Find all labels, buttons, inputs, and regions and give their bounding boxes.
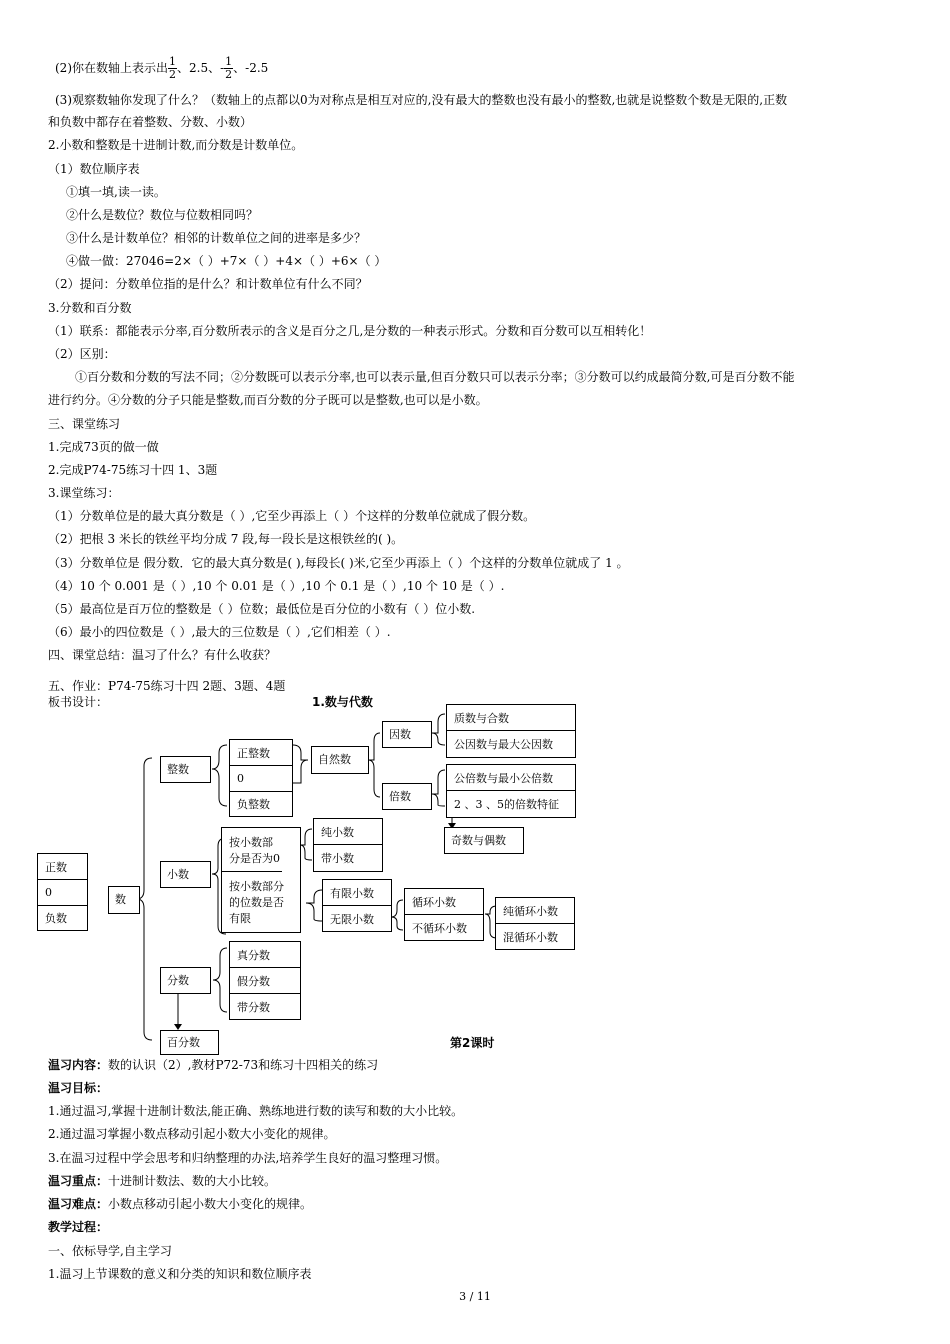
pure-decimal-cell: 纯小数	[314, 819, 382, 845]
fraction-neg-half: $\frac{1}{2}$	[225, 55, 233, 81]
text-line: （1）分数单位是的最大真分数是（ ）,它至少再添上（ ）个这样的分数单位就成了假分数。	[48, 509, 536, 523]
by-digit-count-cell: 按小数部分的位数是否有限	[229, 880, 284, 925]
step-1-1: 1.温习上节课数的意义和分类的知识和数位顺序表	[48, 1267, 312, 1281]
task-post: 、-2.5	[233, 61, 269, 75]
review-key-label: 温习重点：	[48, 1174, 109, 1188]
positive-integer-cell: 正整数	[230, 740, 292, 766]
multiple-sub-stack	[446, 764, 576, 818]
task-mid: 、2.5、-	[177, 61, 225, 75]
factor-box: 因数	[382, 721, 432, 748]
review-key-text: 十进制计数法、数的大小比较。	[108, 1174, 277, 1188]
negative-integer-cell: 负整数	[237, 798, 270, 811]
text-line: （3）分数单位是 假分数．它的最大真分数是( ),每段长( )米,它至少再添上（ ）个这样的分数单位就成了 1 。	[48, 556, 629, 570]
fraction-sub-stack	[229, 941, 301, 1020]
recurring-decimal-cell: 循环小数	[405, 889, 483, 915]
mixed-recurring-cell: 混循环小数	[503, 930, 558, 944]
text-line: （4）10 个 0.001 是（ ）,10 个 0.01 是（ ）,10 个 0.1 是（ ）,10 个 10 是（ ）.	[48, 579, 505, 593]
integer-sub-stack	[229, 739, 293, 817]
infinite-decimal-cell: 无限小数	[330, 912, 374, 926]
review-goal-3: 3.在温习过程中学会思考和归纳整理的办法,培养学生良好的温习整理习惯。	[48, 1151, 448, 1165]
text-line: 2.完成P74-75练习十四 1、3题	[48, 463, 218, 477]
review-goal-label: 温习目标：	[48, 1081, 109, 1095]
review-goal-1: 1.通过温习,掌握十进制计数法,能正确、熟练地进行数的读写和数的大小比较。	[48, 1104, 464, 1118]
text-line: （2）提问：分数单位指的是什么？和计数单位有什么不同？	[48, 277, 368, 291]
recurring-sub-stack	[495, 897, 575, 950]
integer-box: 整数	[160, 756, 211, 783]
number-root-box: 数	[108, 886, 140, 914]
multiple-box: 倍数	[382, 783, 432, 810]
text-line: ①填一填,读一读。	[66, 185, 166, 199]
review-content-text: 数的认识（2）,教材P72-73和练习十四相关的练习	[108, 1058, 379, 1072]
review-difficulty-line	[48, 1196, 312, 1212]
int-part-sub-stack	[313, 818, 383, 872]
teaching-process-label: 教学过程：	[48, 1220, 109, 1234]
text-line: ②什么是数位？数位与位数相同吗？	[66, 208, 259, 222]
text-line: 1.完成73页的做一做	[48, 440, 159, 454]
finite-decimal-cell: 有限小数	[323, 880, 391, 906]
improper-fraction-cell: 假分数	[230, 968, 300, 994]
text-line: ④做一做：27046=2×（ ）+7×（ ）+4×（ ）+6×（ ）	[66, 254, 387, 268]
natural-number-box: 自然数	[311, 746, 369, 774]
fraction-box: 分数	[160, 967, 211, 994]
recurring-stack	[404, 888, 484, 941]
fraction-half: $\frac{1}{2}$	[169, 55, 176, 81]
gcd-cell: 公因数与最大公因数	[454, 738, 553, 751]
text-line: 3.课堂练习：	[48, 486, 120, 500]
text-line: （2）把根 3 米长的铁丝平均分成 7 段,每一段长是这根铁丝的( )。	[48, 532, 404, 546]
lcm-cell: 公倍数与最小公倍数	[447, 765, 575, 791]
positive-number-cell: 正数	[38, 854, 87, 880]
factor-sub-stack	[446, 704, 576, 758]
text-line: 3.分数和百分数	[48, 301, 132, 315]
mixed-decimal-cell: 带小数	[321, 852, 354, 865]
review-goal-2: 2.通过温习掌握小数点移动引起小数大小变化的规律。	[48, 1127, 336, 1141]
by-integer-part-cell: 按小数部分是否为0	[222, 828, 282, 872]
non-recurring-decimal-cell: 不循环小数	[412, 921, 467, 935]
review-difficulty-text: 小数点移动引起小数大小变化的规律。	[108, 1197, 313, 1211]
text-line: （6）最小的四位数是（ ）,最大的三位数是（ ）,它们相差（ ）.	[48, 625, 391, 639]
sign-stack	[37, 853, 88, 931]
proper-fraction-cell: 真分数	[230, 942, 300, 968]
finite-infinite-stack	[322, 879, 392, 932]
mixed-fraction-cell: 带分数	[237, 1000, 270, 1014]
text-line: 三、课堂练习	[48, 417, 121, 431]
odd-even-box: 奇数与偶数	[444, 827, 524, 854]
step-1: 一、依标导学,自主学习	[48, 1244, 172, 1258]
text-line: 板书设计：	[48, 695, 109, 709]
prime-composite-cell: 质数与合数	[447, 705, 575, 731]
task-prefix: (2)你在数轴上表示出	[55, 61, 168, 75]
text-line: 进行约分。④分数的分子只能是整数,而百分数的分子既可以是整数,也可以是小数。	[48, 393, 488, 407]
review-key-line	[48, 1173, 276, 1189]
text-line: 五、作业：P74-75练习十四 2题、3题、4题	[48, 679, 286, 693]
diagram-title: 1.数与代数	[312, 695, 373, 709]
text-line: ③什么是计数单位？相邻的计数单位之间的进率是多少？	[66, 231, 367, 245]
text-line: （2）区别：	[48, 347, 116, 361]
percent-box: 百分数	[160, 1030, 219, 1055]
zero-integer-cell: 0	[230, 766, 292, 792]
negative-number-cell: 负数	[45, 912, 67, 925]
text-line: 四、课堂总结：温习了什么？有什么收获？	[48, 648, 277, 662]
text-line: ①百分数和分数的写法不同；②分数既可以表示分率,也可以表示量,但百分数只可以表示分率；③分数可以约成最简分数,可是百分数不能	[75, 370, 795, 384]
lesson2-title: 第2课时	[450, 1036, 495, 1050]
decimal-classify-stack	[221, 827, 301, 933]
pure-recurring-cell: 纯循环小数	[496, 898, 574, 924]
text-line: （5）最高位是百万位的整数是（ ）位数；最低位是百分位的小数有（ ）位小数.	[48, 602, 476, 616]
text-line: （1）联系：都能表示分率,百分数所表示的含义是百分之几,是分数的一种表示形式。分数和百分数可以互相转化！	[48, 324, 652, 338]
text-line: （1）数位顺序表	[48, 162, 140, 176]
text-line: (3)观察数轴你发现了什么？（数轴上的点都以0为对称点是相互对应的,没有最大的整数也没有最小的整数,也就是说整数个数是无限的,正数	[55, 93, 788, 107]
divisibility-cell: 2 、3 、5的倍数特征	[454, 798, 559, 811]
text-line: 2.小数和整数是十进制计数,而分数是计数单位。	[48, 138, 304, 152]
review-content-line	[48, 1057, 378, 1073]
page-number: 3 / 11	[459, 1290, 491, 1303]
text-line: 和负数中都存在着整数、分数、小数）	[48, 115, 253, 129]
review-content-label: 温习内容：	[48, 1058, 109, 1072]
decimal-box: 小数	[160, 861, 211, 888]
zero-cell: 0	[38, 880, 87, 906]
review-difficulty-label: 温习难点：	[48, 1197, 109, 1211]
